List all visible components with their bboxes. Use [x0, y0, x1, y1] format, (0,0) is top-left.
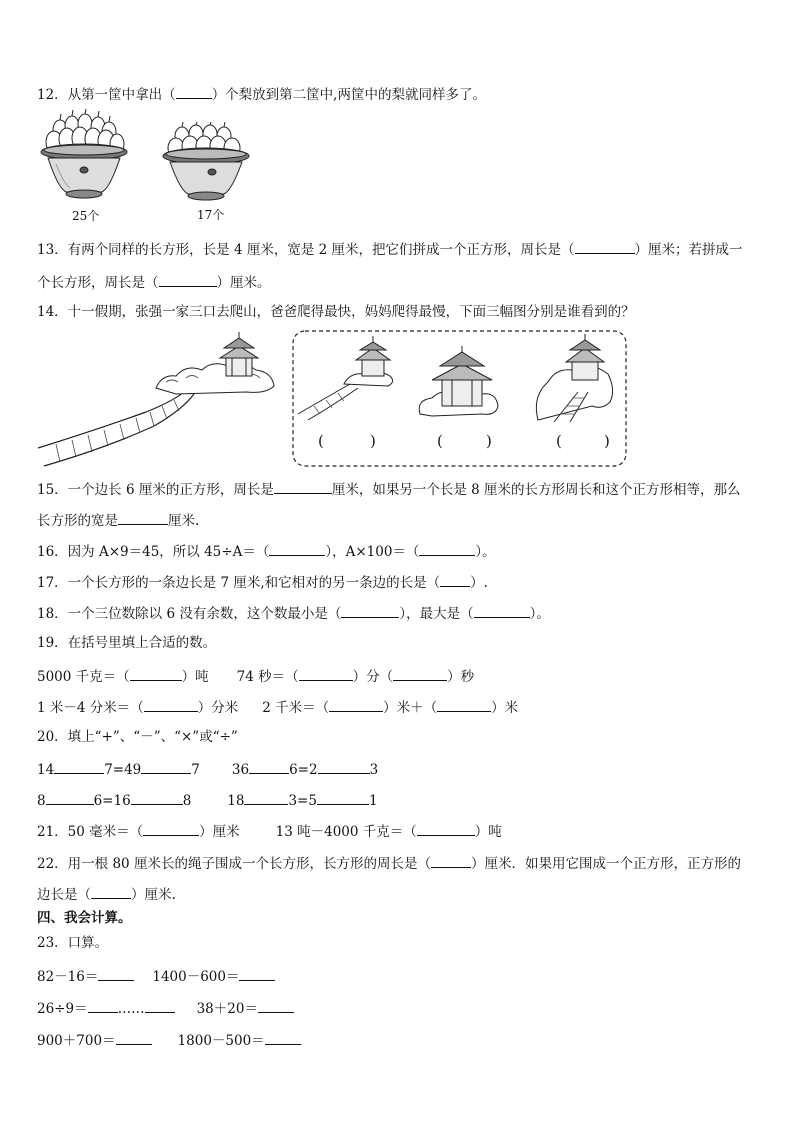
q20-r2-b1: 18 — [227, 793, 245, 809]
q13-text-1b: ）厘米；若拼成一 — [634, 242, 743, 258]
q23-blank-2[interactable] — [239, 966, 275, 981]
q20-r2-b2: 3=5 — [288, 793, 317, 809]
q19-r2-e: ）米 — [491, 700, 519, 716]
q23-item-4: 38＋20＝ — [196, 1001, 258, 1017]
q14-line — [37, 303, 635, 321]
q20-title — [37, 728, 238, 746]
q15-text-1a: 15．一个边长 6 厘米的正方形，周长是 — [37, 482, 274, 498]
q20-r1-blank-4[interactable] — [318, 759, 370, 774]
q13-line1 — [37, 239, 743, 259]
q16-line — [37, 541, 496, 561]
q13-blank-1[interactable] — [575, 239, 635, 254]
q19-r1-blank-3[interactable] — [393, 666, 447, 681]
q19-r2-d: ）米＋（ — [383, 700, 438, 716]
q23-blank-3b[interactable] — [145, 998, 175, 1013]
view-3-paren-open: ( — [556, 432, 562, 450]
q22-line1 — [37, 853, 741, 873]
q19-r1-a: 5000 千克＝（ — [37, 669, 130, 685]
q22-blank-1[interactable] — [431, 853, 471, 868]
q21-blank-1[interactable] — [143, 821, 199, 836]
q18-line — [37, 603, 550, 623]
q23-item-1: 82－16＝ — [37, 969, 99, 985]
q18-blank-2[interactable] — [474, 603, 530, 618]
q20-r2-blank-3[interactable] — [244, 790, 288, 805]
q18-blank-1[interactable] — [341, 603, 399, 618]
q13-text-2b: ）厘米。 — [216, 275, 271, 291]
view-1-answer-slot[interactable] — [326, 432, 366, 450]
q23-blank-6[interactable] — [265, 1030, 301, 1045]
q16-text-c: ）。 — [475, 544, 496, 560]
q19-r1-d: ）分（ — [352, 669, 394, 685]
q22-line2 — [37, 884, 176, 904]
q19-r1-blank-2[interactable] — [299, 666, 353, 681]
q19-r2-a: 1 米－4 分米＝（ — [37, 700, 144, 716]
q18-text-c: ）。 — [529, 606, 550, 622]
q23-row3 — [37, 1030, 301, 1050]
q20-r1-a2: 7=49 — [104, 762, 142, 778]
q23-item-6: 1800－500＝ — [177, 1033, 265, 1049]
q15-blank-1[interactable] — [274, 479, 332, 494]
q19-r2-b: ）分米 — [197, 700, 239, 716]
q17-line — [37, 572, 488, 592]
q20-r1-b3: 3 — [369, 762, 379, 778]
q15-text-1b: 厘米，如果另一个长是 8 厘米的长方形周长和这个正方形相等，那么 — [331, 482, 741, 498]
q23-item-2: 1400－600＝ — [152, 969, 240, 985]
q12-line — [37, 84, 486, 104]
view-3-answer-slot[interactable] — [564, 432, 600, 450]
q20-r1-a3: 7 — [191, 762, 200, 778]
q20-r1-b1: 36 — [231, 762, 250, 778]
section-4-heading: 四、我会计算。 — [37, 910, 132, 926]
view-1-paren-open: ( — [318, 432, 324, 450]
q16-text-a: 16．因为 A×9＝45，所以 45÷A＝（ — [37, 544, 270, 560]
q19-r1-e: ）秒 — [447, 669, 475, 685]
q20-row2 — [37, 790, 378, 810]
basket2-count: 17个 — [197, 208, 225, 222]
q20-r2-blank-2[interactable] — [131, 790, 183, 805]
q20-r1-blank-1[interactable] — [54, 759, 104, 774]
q18-text-a: 18．一个三位数除以 6 没有余数，这个数最小是（ — [37, 606, 342, 622]
q20-r1-blank-2[interactable] — [141, 759, 191, 774]
q22-text-1a: 22．用一根 80 厘米长的绳子围成一个长方形，长方形的周长是（ — [37, 856, 431, 872]
q20-r2-a2: 6=16 — [93, 793, 131, 809]
q16-text-b: ），A×100＝（ — [325, 544, 420, 560]
q19-r2-blank-1[interactable] — [144, 697, 198, 712]
q17-blank[interactable] — [440, 572, 470, 587]
view-2-paren-open: ( — [437, 432, 443, 450]
q16-blank-1[interactable] — [269, 541, 325, 556]
q19-r1-c: 74 秒＝（ — [236, 669, 299, 685]
q21-text-b: ）厘米 — [199, 824, 240, 840]
q13-text-2a: 个长方形，周长是（ — [37, 275, 159, 291]
q15-line1 — [37, 479, 741, 499]
q19-r1-b: ）吨 — [181, 669, 209, 685]
q20-r1-blank-3[interactable] — [249, 759, 289, 774]
q20-r2-a3: 8 — [182, 793, 192, 809]
q15-text-2b: 厘米. — [168, 513, 200, 529]
q20-title-text: 20．填上“+”、“－”、“×”或“÷” — [37, 729, 238, 745]
view-1-drawing — [298, 336, 393, 420]
q15-blank-2[interactable] — [118, 510, 168, 525]
q12-text-before: 12．从第一筐中拿出（ — [37, 87, 176, 103]
q15-text-2a: 长方形的宽是 — [37, 513, 118, 529]
q18-text-b: ），最大是（ — [399, 606, 474, 622]
q23-row1 — [37, 966, 275, 986]
q22-text-2b: ）厘米. — [131, 887, 176, 903]
q13-text-1a: 13．有两个同样的长方形，长是 4 厘米，宽是 2 厘米，把它们拼成一个正方形，周长是（ — [37, 242, 575, 258]
q21-line — [37, 821, 502, 841]
q23-title — [37, 934, 108, 952]
q21-text-a: 21．50 毫米＝（ — [37, 824, 144, 840]
q19-r1-blank-1[interactable] — [130, 666, 182, 681]
q13-line2 — [37, 272, 271, 292]
q23-title-text: 23．口算。 — [37, 935, 109, 951]
view-2-drawing — [419, 346, 498, 416]
q19-title-text: 19．在括号里填上合适的数。 — [37, 635, 217, 651]
q16-blank-2[interactable] — [419, 541, 475, 556]
q20-r1-b2: 6=2 — [289, 762, 318, 778]
q23-blank-1[interactable] — [98, 966, 134, 981]
q22-text-1b: ）厘米．如果用它围成一个正方形，正方形的 — [470, 856, 741, 872]
view-3-drawing — [536, 334, 612, 422]
pear-basket-1 — [38, 108, 130, 204]
q22-blank-2[interactable] — [91, 884, 131, 899]
q20-r2-blank-1[interactable] — [46, 790, 94, 805]
q20-r2-a1: 8 — [37, 793, 46, 809]
q12-answer-blank[interactable] — [176, 84, 212, 99]
mountain-path-illustration — [36, 330, 281, 470]
q23-blank-5[interactable] — [116, 1030, 152, 1045]
basket1-count: 25个 — [72, 209, 100, 223]
q20-r2-blank-4[interactable] — [317, 790, 369, 805]
q19-r2-c: 2 千米＝（ — [262, 700, 330, 716]
q20-row1 — [37, 759, 378, 779]
q23-blank-4[interactable] — [258, 998, 294, 1013]
view-3-paren-close: ) — [604, 432, 610, 450]
view-1-paren-close: ) — [370, 432, 376, 450]
q15-line2 — [37, 510, 199, 530]
q19-r2-blank-2[interactable] — [329, 697, 383, 712]
q17-text-b: ）. — [470, 575, 488, 591]
q21-text-d: ）吨 — [474, 824, 502, 840]
q19-row2 — [37, 697, 518, 717]
q23-row2 — [37, 998, 294, 1018]
q23-blank-3[interactable] — [88, 998, 118, 1013]
q20-r2-b3: 1 — [368, 793, 378, 809]
q19-row1 — [37, 666, 474, 686]
q12-text-after: ）个梨放到第二筐中,两筐中的梨就同样多了。 — [211, 87, 486, 103]
q21-blank-2[interactable] — [417, 821, 475, 836]
q19-title — [37, 634, 216, 652]
q22-text-2a: 边长是（ — [37, 887, 91, 903]
view-2-paren-close: ) — [486, 432, 492, 450]
q23-ellipsis: …… — [117, 1001, 145, 1017]
q21-text-c: 13 吨－4000 千克＝（ — [275, 824, 417, 840]
view-2-answer-slot[interactable] — [445, 432, 481, 450]
pear-basket-2 — [160, 122, 252, 204]
q20-r1-a1: 14 — [37, 762, 55, 778]
q13-blank-2[interactable] — [159, 272, 217, 287]
q17-text-a: 17．一个长方形的一条边长是 7 厘米,和它相对的另一条边的长是（ — [37, 575, 441, 591]
q14-text: 14．十一假期，张强一家三口去爬山，爸爸爬得最快，妈妈爬得最慢，下面三幅图分别是谁看到的？ — [37, 304, 635, 320]
q19-r2-blank-3[interactable] — [437, 697, 491, 712]
q23-item-3: 26÷9＝ — [37, 1001, 88, 1017]
q23-item-5: 900＋700＝ — [37, 1033, 116, 1049]
